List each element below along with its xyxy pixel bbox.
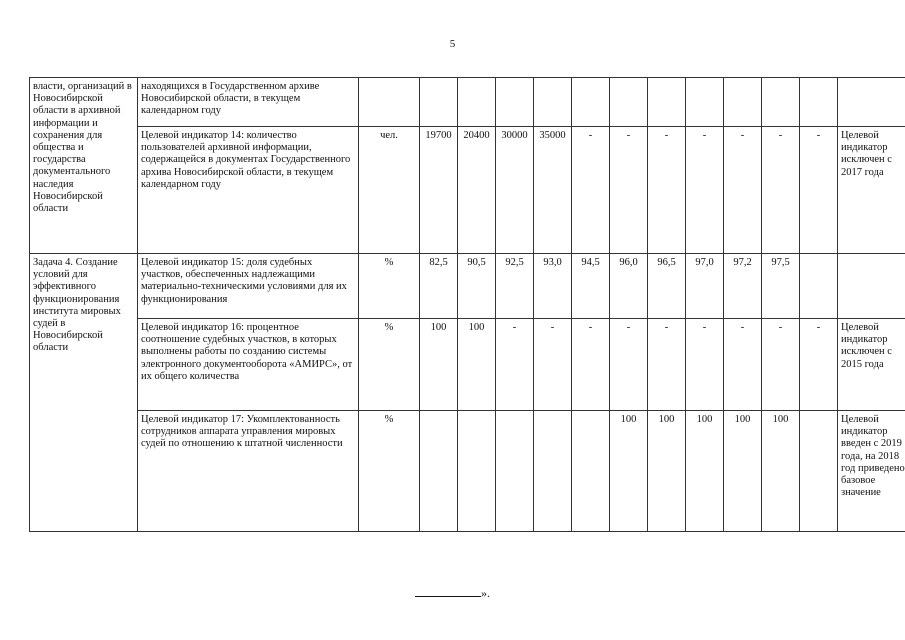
value-cell: -	[572, 127, 610, 254]
value-cell: 97,5	[762, 254, 800, 319]
value-cell: -	[800, 319, 838, 411]
value-cell: 100	[610, 411, 648, 532]
value-cell	[420, 78, 458, 127]
unit-cell: %	[359, 254, 420, 319]
note-cell: Целевой индикатор исключен с 2017 года	[838, 127, 905, 254]
value-cell: -	[648, 127, 686, 254]
value-cell: 82,5	[420, 254, 458, 319]
indicator-cell: находящихся в Государственном архиве Новосибирской области, в текущем календарном году	[138, 78, 359, 127]
note-cell: Целевой индикатор введен с 2019 года, на 2018 год приведено базовое значение	[838, 411, 905, 532]
indicator-cell: Целевой индикатор 15: доля судебных участков, обеспеченных надлежащими материально-техническими условиями для их функционирования	[138, 254, 359, 319]
value-cell: 97,0	[686, 254, 724, 319]
indicator-cell: Целевой индикатор 17: Укомплектованность сотрудников аппарата управления мировых судей по отношению к штатной численности	[138, 411, 359, 532]
value-cell	[572, 78, 610, 127]
value-cell: 100	[648, 411, 686, 532]
value-cell: 100	[458, 319, 496, 411]
value-cell	[458, 411, 496, 532]
closing-mark	[0, 586, 905, 601]
value-cell	[534, 78, 572, 127]
value-cell: -	[800, 127, 838, 254]
value-cell	[534, 411, 572, 532]
value-cell: -	[648, 319, 686, 411]
task-cell-prev: власти, организаций в Новосибирской области в архивной информации и сохранения для общества и государства документального наследия Новосибирской области	[30, 78, 138, 254]
closing-quote: ».	[481, 586, 490, 600]
note-cell	[838, 254, 905, 319]
value-cell: 100	[686, 411, 724, 532]
indicators-table-body	[30, 78, 905, 532]
value-cell	[572, 411, 610, 532]
value-cell	[420, 411, 458, 532]
indicator-cell: Целевой индикатор 16: процентное соотношение судебных участков, в которых выполнены работы по созданию системы электронного документооборота «АМИРС», от их общего количества	[138, 319, 359, 411]
indicators-table	[29, 77, 905, 532]
table-row	[30, 127, 905, 254]
page-number: 5	[449, 38, 456, 50]
value-cell	[496, 78, 534, 127]
value-cell	[496, 411, 534, 532]
task-cell-4: Задача 4. Создание условий для эффективного функционирования института мировых судей в Новосибирской области	[30, 254, 138, 532]
table-row	[30, 78, 905, 127]
value-cell	[648, 78, 686, 127]
value-cell: 96,0	[610, 254, 648, 319]
value-cell	[800, 78, 838, 127]
value-cell: -	[686, 127, 724, 254]
value-cell: 100	[420, 319, 458, 411]
value-cell: 90,5	[458, 254, 496, 319]
table-row	[30, 254, 905, 319]
unit-cell	[359, 78, 420, 127]
value-cell: 96,5	[648, 254, 686, 319]
value-cell: 93,0	[534, 254, 572, 319]
value-cell: -	[610, 319, 648, 411]
value-cell	[800, 254, 838, 319]
table-row	[30, 411, 905, 532]
unit-cell: %	[359, 319, 420, 411]
value-cell: 97,2	[724, 254, 762, 319]
value-cell: -	[762, 319, 800, 411]
unit-cell: чел.	[359, 127, 420, 254]
value-cell	[724, 78, 762, 127]
unit-cell: %	[359, 411, 420, 532]
value-cell: 19700	[420, 127, 458, 254]
value-cell	[458, 78, 496, 127]
value-cell: 100	[762, 411, 800, 532]
value-cell: -	[534, 319, 572, 411]
value-cell: 35000	[534, 127, 572, 254]
signature-line	[415, 586, 481, 597]
value-cell: -	[762, 127, 800, 254]
indicator-cell: Целевой индикатор 14: количество пользователей архивной информации, содержащейся в документах Государственного архива Новосибирской области, в текущем календарном году	[138, 127, 359, 254]
value-cell: -	[724, 319, 762, 411]
value-cell: 92,5	[496, 254, 534, 319]
value-cell: -	[610, 127, 648, 254]
value-cell: -	[496, 319, 534, 411]
value-cell: -	[686, 319, 724, 411]
note-cell: Целевой индикатор исключен с 2015 года	[838, 319, 905, 411]
value-cell: 30000	[496, 127, 534, 254]
value-cell	[800, 411, 838, 532]
value-cell: -	[572, 319, 610, 411]
value-cell	[762, 78, 800, 127]
value-cell: 94,5	[572, 254, 610, 319]
value-cell: 20400	[458, 127, 496, 254]
note-cell	[838, 78, 905, 127]
value-cell	[610, 78, 648, 127]
value-cell	[686, 78, 724, 127]
table-row	[30, 319, 905, 411]
value-cell: 100	[724, 411, 762, 532]
value-cell: -	[724, 127, 762, 254]
